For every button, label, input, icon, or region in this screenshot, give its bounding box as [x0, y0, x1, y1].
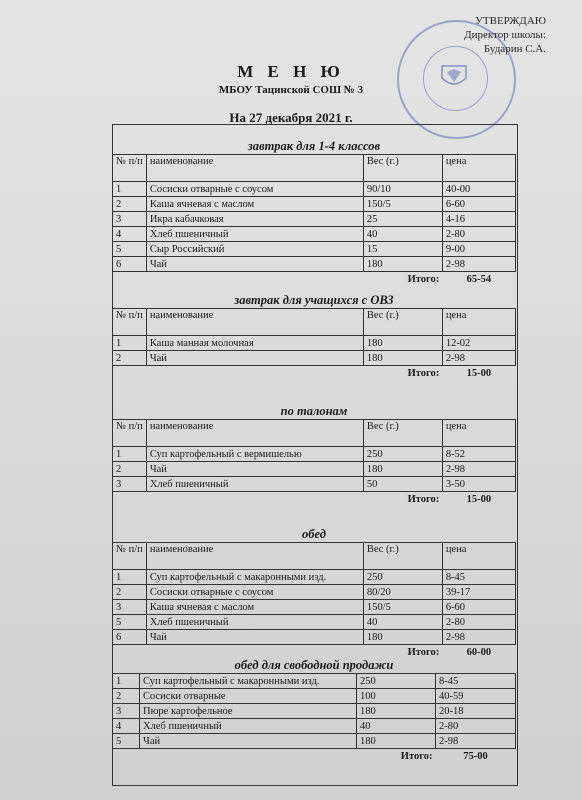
- item-price: 2-80: [442, 615, 515, 630]
- total-value: 60-00: [466, 646, 492, 658]
- item-name: Суп картофельный с макаронными изд.: [140, 674, 357, 689]
- item-name: Чай: [146, 630, 363, 645]
- total-value: 15-00: [466, 367, 492, 379]
- item-weight: 180: [363, 462, 442, 477]
- item-number: 4: [113, 227, 147, 242]
- item-number: 6: [113, 630, 147, 645]
- item-price: 2-80: [436, 719, 516, 734]
- total-spacer: [113, 272, 364, 287]
- item-name: Чай: [146, 462, 363, 477]
- section-title: завтрак для учащихся с ОВЗ: [234, 293, 394, 307]
- item-name: Сыр Российский: [146, 242, 363, 257]
- item-price: 8-52: [442, 447, 515, 462]
- item-weight: 180: [363, 351, 442, 366]
- total-value: 65-54: [466, 273, 492, 285]
- total-row: [113, 272, 516, 287]
- table-row: [113, 336, 516, 351]
- item-weight: 250: [357, 674, 436, 689]
- table-row: [113, 615, 516, 630]
- item-price: 40-59: [436, 689, 516, 704]
- item-price: 40-00: [442, 182, 515, 197]
- item-weight: 80/20: [363, 585, 442, 600]
- item-number: 1: [113, 447, 147, 462]
- table-row: [113, 585, 516, 600]
- item-name: Сосиски отварные: [140, 689, 357, 704]
- menu-section: [112, 138, 516, 286]
- item-number: 2: [113, 689, 140, 704]
- table-row: [113, 600, 516, 615]
- col-header-price: цена: [442, 309, 515, 336]
- total-label: Итого:: [407, 367, 440, 379]
- director-title: Директор школы:: [464, 29, 546, 41]
- table-row: [113, 462, 516, 477]
- total-value: 75-00: [463, 750, 488, 762]
- table-row: [113, 212, 516, 227]
- item-weight: 100: [357, 689, 436, 704]
- table-header-row: [113, 309, 516, 336]
- table-row: [113, 227, 516, 242]
- total-row: [113, 492, 516, 507]
- item-weight: 250: [363, 447, 442, 462]
- school-name: МБОУ Тацинской СОШ № 3: [218, 84, 364, 96]
- section-title: завтрак для 1-4 классов: [247, 139, 381, 153]
- total-spacer: [113, 492, 364, 507]
- item-number: 2: [113, 351, 147, 366]
- item-weight: 180: [357, 704, 436, 719]
- table-row: [113, 182, 516, 197]
- item-price: 2-98: [442, 462, 515, 477]
- col-header-weight: Вес (г.): [363, 309, 442, 336]
- item-number: 5: [113, 242, 147, 257]
- item-weight: 150/5: [363, 197, 442, 212]
- table-row: [113, 197, 516, 212]
- col-header-name: наименование: [146, 543, 363, 570]
- table-row: [113, 704, 516, 719]
- menu-section: [112, 292, 516, 380]
- total-label: Итого:: [407, 493, 440, 505]
- item-name: Пюре картофельное: [140, 704, 357, 719]
- item-name: Чай: [146, 351, 363, 366]
- item-price: 8-45: [442, 570, 515, 585]
- item-name: Хлеб пшеничный: [140, 719, 357, 734]
- item-price: 39-17: [442, 585, 515, 600]
- table-row: [113, 570, 516, 585]
- item-number: 2: [113, 462, 147, 477]
- table-row: [113, 689, 516, 704]
- table-row: [113, 734, 516, 749]
- menu-section: [112, 403, 516, 506]
- table-row: [113, 477, 516, 492]
- item-weight: 180: [357, 734, 436, 749]
- table-row: [113, 674, 516, 689]
- director-name: Бударин С.А.: [483, 43, 546, 55]
- item-name: Каша ячневая с маслом: [146, 600, 363, 615]
- table-header-row: [113, 155, 516, 182]
- col-header-no: № п/п: [113, 420, 147, 447]
- item-weight: 90/10: [363, 182, 442, 197]
- table-row: [113, 719, 516, 734]
- col-header-weight: Вес (г.): [363, 420, 442, 447]
- item-price: 8-45: [436, 674, 516, 689]
- item-price: 6-60: [442, 197, 515, 212]
- col-header-name: наименование: [146, 309, 363, 336]
- total-row: [113, 366, 516, 381]
- item-number: 1: [113, 570, 147, 585]
- item-weight: 180: [363, 630, 442, 645]
- total-label: Итого:: [400, 750, 433, 762]
- item-price: 6-60: [442, 600, 515, 615]
- item-name: Хлеб пшеничный: [146, 615, 363, 630]
- item-number: 1: [113, 674, 140, 689]
- item-price: 2-80: [442, 227, 515, 242]
- item-name: Суп картофельный с макаронными изд.: [146, 570, 363, 585]
- menu-table: [112, 419, 516, 506]
- section-title: обед: [302, 527, 326, 541]
- menu-table: [112, 542, 516, 659]
- menu-section: [112, 657, 516, 763]
- item-name: Хлеб пшеничный: [146, 227, 363, 242]
- col-header-price: цена: [442, 155, 515, 182]
- item-number: 3: [113, 704, 140, 719]
- item-number: 5: [113, 734, 140, 749]
- item-name: Чай: [140, 734, 357, 749]
- menu-table: [112, 673, 516, 763]
- item-price: 2-98: [442, 351, 515, 366]
- section-title: по талонам: [280, 404, 348, 418]
- item-name: Икра кабачковая: [146, 212, 363, 227]
- item-name: Чай: [146, 257, 363, 272]
- item-price: 2-98: [442, 630, 515, 645]
- item-weight: 180: [363, 257, 442, 272]
- table-header-row: [113, 543, 516, 570]
- total-value: 15-00: [466, 493, 492, 505]
- item-name: Каша манная молочная: [146, 336, 363, 351]
- item-name: Хлеб пшеничный: [146, 477, 363, 492]
- table-row: [113, 351, 516, 366]
- item-weight: 180: [363, 336, 442, 351]
- item-price: 4-16: [442, 212, 515, 227]
- item-name: Сосиски отварные с соусом: [146, 182, 363, 197]
- menu-date: На 27 декабря 2021 г.: [229, 110, 353, 125]
- menu-table: [112, 154, 516, 286]
- item-number: 1: [113, 182, 147, 197]
- col-header-price: цена: [442, 420, 515, 447]
- table-row: [113, 630, 516, 645]
- item-weight: 250: [363, 570, 442, 585]
- item-price: 2-98: [436, 734, 516, 749]
- approve-label: УТВЕРЖДАЮ: [475, 15, 546, 27]
- table-row: [113, 242, 516, 257]
- menu-section: [112, 526, 516, 659]
- item-weight: 25: [363, 212, 442, 227]
- item-number: 4: [113, 719, 140, 734]
- item-price: 12-02: [442, 336, 515, 351]
- total-label: Итого:: [407, 646, 440, 658]
- item-number: 2: [113, 197, 147, 212]
- total-row: [113, 749, 516, 764]
- approval-block: [464, 14, 546, 56]
- col-header-weight: Вес (г.): [363, 543, 442, 570]
- item-weight: 40: [357, 719, 436, 734]
- total-label: Итого:: [407, 273, 440, 285]
- table-header-row: [113, 420, 516, 447]
- item-weight: 150/5: [363, 600, 442, 615]
- item-weight: 40: [363, 615, 442, 630]
- total-spacer: [113, 749, 357, 764]
- item-number: 6: [113, 257, 147, 272]
- col-header-no: № п/п: [113, 309, 147, 336]
- menu-table: [112, 308, 516, 380]
- item-weight: 50: [363, 477, 442, 492]
- item-weight: 40: [363, 227, 442, 242]
- item-price: 2-98: [442, 257, 515, 272]
- col-header-price: цена: [442, 543, 515, 570]
- item-name: Каша ячневая с маслом: [146, 197, 363, 212]
- col-header-no: № п/п: [113, 543, 147, 570]
- col-header-weight: Вес (г.): [363, 155, 442, 182]
- col-header-name: наименование: [146, 155, 363, 182]
- item-name: Сосиски отварные с соусом: [146, 585, 363, 600]
- section-title: обед для свободной продажи: [234, 658, 394, 672]
- item-number: 2: [113, 585, 147, 600]
- page-title: М Е Н Ю: [237, 62, 345, 81]
- table-row: [113, 447, 516, 462]
- item-number: 3: [113, 600, 147, 615]
- item-weight: 15: [363, 242, 442, 257]
- col-header-no: № п/п: [113, 155, 147, 182]
- item-number: 3: [113, 212, 147, 227]
- item-price: 9-00: [442, 242, 515, 257]
- item-number: 3: [113, 477, 147, 492]
- item-number: 1: [113, 336, 147, 351]
- item-number: 5: [113, 615, 147, 630]
- total-spacer: [113, 366, 364, 381]
- item-name: Суп картофельный с вермишелью: [146, 447, 363, 462]
- item-price: 20-18: [436, 704, 516, 719]
- table-row: [113, 257, 516, 272]
- item-price: 3-50: [442, 477, 515, 492]
- col-header-name: наименование: [146, 420, 363, 447]
